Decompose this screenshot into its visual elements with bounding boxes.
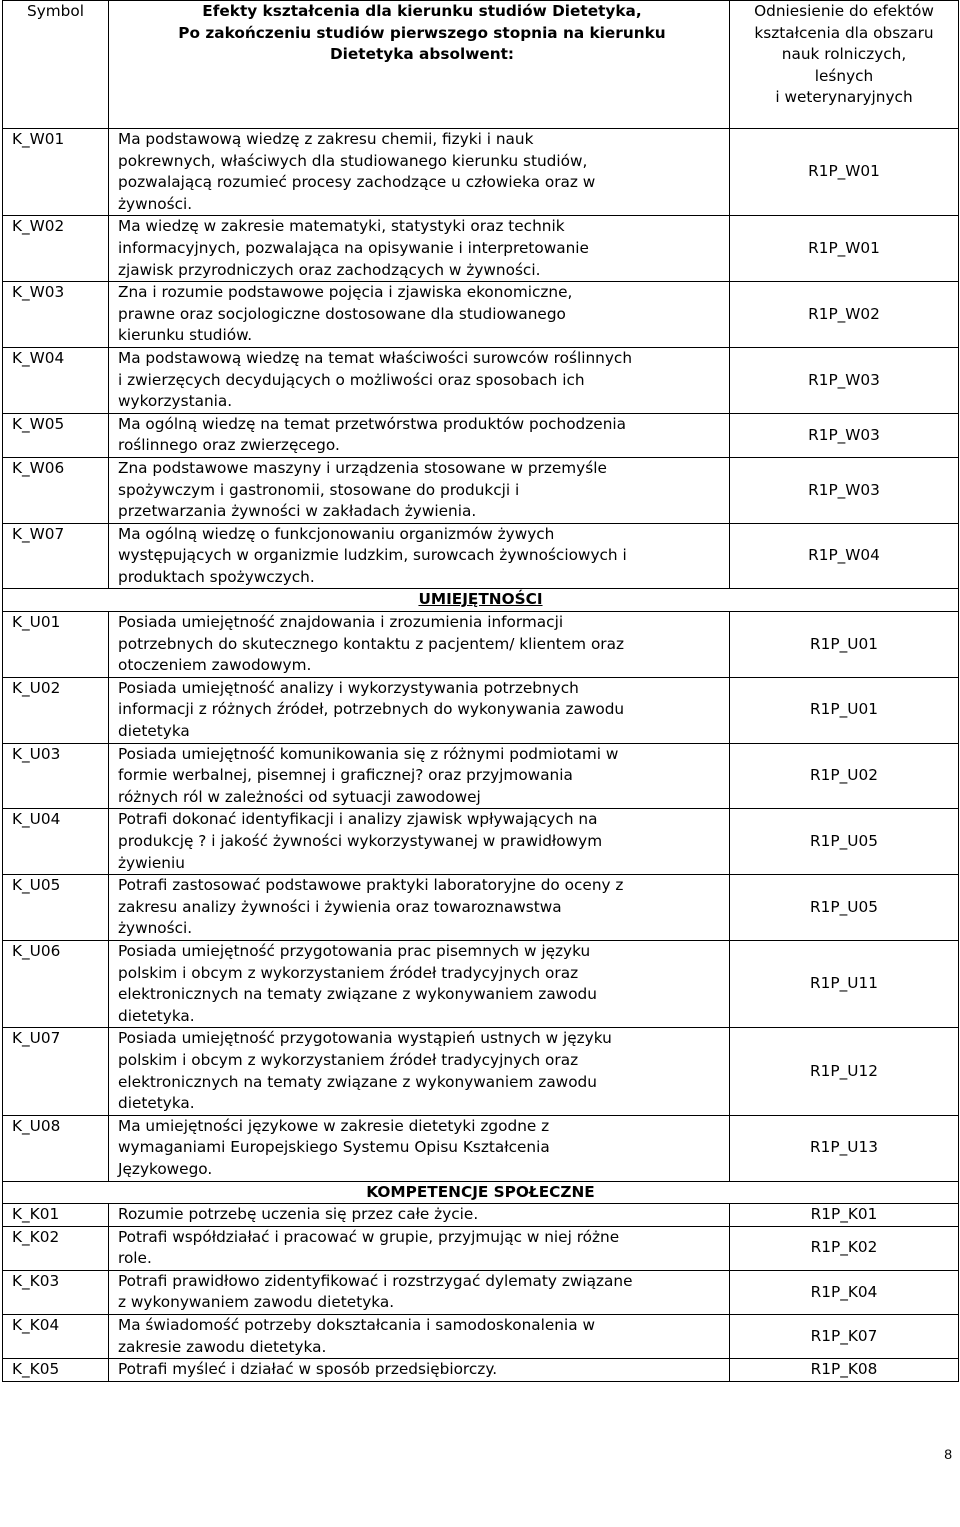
table-row: [3, 523, 959, 589]
table-row: [3, 413, 959, 457]
outcome-reference: R1P_W02: [730, 282, 959, 348]
outcome-symbol: K_K02: [3, 1226, 109, 1270]
outcome-description-line: polskim i obcym z wykorzystaniem źródeł tradycyjnych oraz: [118, 963, 579, 982]
outcome-description-line: Potrafi współdziałać i pracować w grupie, przyjmując w niej różne: [118, 1227, 620, 1246]
outcome-symbol: K_U02: [3, 677, 109, 743]
page-number: 8: [944, 1446, 952, 1462]
table-row: [3, 1315, 959, 1359]
outcome-description-line: Zna i rozumie podstawowe pojęcia i zjawiska ekonomiczne,: [118, 283, 573, 302]
outcome-description-line: zakresie zawodu dietetyka.: [118, 1337, 327, 1356]
outcome-description-line: żywności.: [118, 919, 193, 938]
section-heading-skills-row: [3, 589, 959, 612]
table-row: [3, 457, 959, 523]
outcome-description: [109, 1115, 730, 1181]
outcome-description-line: Potrafi myśleć i działać w sposób przedsiębiorczy.: [118, 1360, 498, 1379]
outcome-description-line: produktach spożywczych.: [118, 567, 315, 586]
outcome-reference: R1P_U05: [730, 809, 959, 875]
outcome-reference: R1P_W03: [730, 347, 959, 413]
outcome-description-line: Ma wiedzę w zakresie matematyki, statystyki oraz technik: [118, 217, 565, 236]
outcome-reference: R1P_W04: [730, 523, 959, 589]
outcome-description-line: z wykonywaniem zawodu dietetyka.: [118, 1293, 395, 1312]
outcome-description-line: żywieniu: [118, 853, 185, 872]
outcome-description-line: formie werbalnej, pisemnej i graficznej? oraz przyjmowania: [118, 766, 573, 785]
table-row: [3, 1204, 959, 1227]
table-row: [3, 129, 959, 216]
outcome-reference: R1P_U02: [730, 743, 959, 809]
outcome-reference: R1P_U11: [730, 940, 959, 1027]
outcome-symbol: K_K05: [3, 1359, 109, 1382]
outcome-symbol: K_K03: [3, 1270, 109, 1314]
outcome-reference: R1P_U01: [730, 677, 959, 743]
header-title: [109, 1, 730, 129]
outcome-description-line: dietetyka: [118, 722, 190, 741]
outcome-description: [109, 1028, 730, 1115]
header-title-line: Po zakończeniu studiów pierwszego stopnia na kierunku: [178, 23, 666, 42]
outcome-symbol: K_W05: [3, 413, 109, 457]
outcome-description-line: Ma podstawową wiedzę z zakresu chemii, fizyki i nauk: [118, 130, 534, 148]
outcome-description: [109, 809, 730, 875]
outcome-symbol: K_W06: [3, 457, 109, 523]
outcome-description-line: elektronicznych na tematy związane z wykonywaniem zawodu: [118, 1072, 597, 1091]
outcome-description-line: prawne oraz socjologiczne dostosowane dla studiowanego: [118, 304, 566, 323]
header-reference-line: Odniesienie do efektów: [754, 2, 934, 20]
table-header-row: [3, 1, 959, 129]
section-heading-competences-row: [3, 1181, 959, 1204]
outcome-description-line: roślinnego oraz zwierzęcego.: [118, 436, 340, 455]
table-row: [3, 1028, 959, 1115]
outcome-symbol: K_U01: [3, 612, 109, 678]
outcome-description: [109, 1270, 730, 1314]
outcome-description-line: Rozumie potrzebę uczenia się przez całe życie.: [118, 1205, 479, 1224]
outcome-description: [109, 743, 730, 809]
outcome-description-line: spożywczym i gastronomii, stosowane do produkcji i: [118, 480, 520, 499]
outcome-description-line: potrzebnych do skutecznego kontaktu z pacjentem/ klientem oraz: [118, 634, 624, 653]
outcome-reference: R1P_W03: [730, 457, 959, 523]
outcome-description-line: Ma ogólną wiedzę na temat przetwórstwa produktów pochodzenia: [118, 414, 627, 433]
outcome-description-line: Ma świadomość potrzeby dokształcania i samodoskonalenia w: [118, 1316, 595, 1335]
outcome-description-line: Ma ogólną wiedzę o funkcjonowaniu organizmów żywych: [118, 524, 555, 543]
outcome-description: [109, 875, 730, 941]
outcome-description-line: Ma podstawową wiedzę na temat właściwości surowców roślinnych: [118, 348, 633, 367]
outcome-description-line: Posiada umiejętność przygotowania prac pisemnych w języku: [118, 941, 591, 960]
outcome-description-line: Posiada umiejętność znajdowania i zrozumienia informacji: [118, 613, 564, 632]
outcome-description-line: otoczeniem zawodowym.: [118, 656, 312, 675]
outcome-symbol: K_U08: [3, 1115, 109, 1181]
outcome-description-line: elektronicznych na tematy związane z wykonywaniem zawodu: [118, 985, 597, 1004]
outcome-description-line: różnych ról w zależności od sytuacji zawodowej: [118, 787, 481, 806]
outcome-description-line: informacyjnych, pozwalająca na opisywanie i interpretowanie: [118, 238, 589, 257]
outcome-description-line: Potrafi zastosować podstawowe praktyki laboratoryjne do oceny z: [118, 876, 624, 895]
outcome-description: [109, 1226, 730, 1270]
outcome-reference: R1P_U05: [730, 875, 959, 941]
table-row: [3, 940, 959, 1027]
outcome-description-line: wykorzystania.: [118, 392, 233, 411]
outcome-description-line: zakresu analizy żywności i żywienia oraz towaroznawstwa: [118, 897, 562, 916]
outcome-symbol: K_U03: [3, 743, 109, 809]
table-row: [3, 347, 959, 413]
learning-outcomes-table: [2, 0, 959, 1382]
outcome-symbol: K_U07: [3, 1028, 109, 1115]
outcome-symbol: K_W01: [3, 129, 109, 216]
outcome-description: [109, 347, 730, 413]
outcome-description-line: Potrafi dokonać identyfikacji i analizy zjawisk wpływających na: [118, 810, 598, 829]
outcome-description: [109, 216, 730, 282]
outcome-symbol: K_K04: [3, 1315, 109, 1359]
outcome-symbol: K_W07: [3, 523, 109, 589]
table-row: [3, 282, 959, 348]
outcome-description: [109, 677, 730, 743]
outcome-description-line: zjawisk przyrodniczych oraz zachodzących w żywności.: [118, 260, 541, 279]
outcome-description-line: informacji z różnych źródeł, potrzebnych do wykonywania zawodu: [118, 700, 625, 719]
outcome-description-line: Ma umiejętności językowe w zakresie dietetyki zgodne z: [118, 1116, 550, 1135]
outcome-description-line: Językowego.: [118, 1159, 213, 1178]
table-row: [3, 1115, 959, 1181]
outcome-description-line: dietetyka.: [118, 1094, 195, 1113]
outcome-symbol: K_U06: [3, 940, 109, 1027]
outcome-description-line: kierunku studiów.: [118, 326, 253, 345]
outcome-reference: R1P_K08: [730, 1359, 959, 1382]
outcome-description-line: występujących w organizmie ludzkim, surowcach żywnościowych i: [118, 546, 627, 565]
outcome-description-line: pozwalającą rozumieć procesy zachodzące u człowieka oraz w: [118, 173, 596, 192]
outcome-description: [109, 1315, 730, 1359]
outcome-symbol: K_W04: [3, 347, 109, 413]
outcome-symbol: K_W03: [3, 282, 109, 348]
outcome-description-line: Potrafi prawidłowo zidentyfikować i rozstrzygać dylematy związane: [118, 1271, 633, 1290]
section-heading-skills: UMIEJĘTNOŚCI: [3, 589, 959, 612]
header-title-line: Dietetyka absolwent:: [329, 45, 515, 64]
outcome-description-line: polskim i obcym z wykorzystaniem źródeł tradycyjnych oraz: [118, 1050, 579, 1069]
outcome-reference: R1P_U13: [730, 1115, 959, 1181]
outcome-description: [109, 523, 730, 589]
outcome-description-line: pokrewnych, właściwych dla studiowanego kierunku studiów,: [118, 151, 588, 170]
table-row: [3, 612, 959, 678]
outcome-symbol: K_W02: [3, 216, 109, 282]
outcome-reference: R1P_U12: [730, 1028, 959, 1115]
outcome-symbol: K_U05: [3, 875, 109, 941]
outcome-description: [109, 413, 730, 457]
outcome-reference: R1P_K01: [730, 1204, 959, 1227]
table-row: [3, 1270, 959, 1314]
outcome-reference: R1P_W01: [730, 129, 959, 216]
outcome-description: [109, 282, 730, 348]
header-title-line: Efekty kształcenia dla kierunku studiów Dietetyka,: [202, 2, 642, 20]
outcome-description: [109, 1359, 730, 1382]
outcome-reference: R1P_K07: [730, 1315, 959, 1359]
table-row: [3, 1359, 959, 1382]
outcome-description-line: Zna podstawowe maszyny i urządzenia stosowane w przemyśle: [118, 458, 607, 477]
table-row: [3, 677, 959, 743]
outcome-description-line: wymaganiami Europejskiego Systemu Opisu Kształcenia: [118, 1138, 550, 1157]
outcome-reference: R1P_W03: [730, 413, 959, 457]
header-symbol: Symbol: [3, 1, 109, 129]
outcome-description-line: produkcję ? i jakość żywności wykorzystywanej w prawidłowym: [118, 832, 603, 850]
outcome-description: [109, 129, 730, 216]
header-reference: [730, 1, 959, 129]
section-heading-competences: KOMPETENCJE SPOŁECZNE: [3, 1181, 959, 1204]
header-reference-line: leśnych: [814, 66, 874, 85]
outcome-description: [109, 457, 730, 523]
outcome-reference: R1P_W01: [730, 216, 959, 282]
outcome-description-line: dietetyka.: [118, 1006, 195, 1025]
outcome-description-line: Posiada umiejętność analizy i wykorzystywania potrzebnych: [118, 678, 579, 697]
outcome-symbol: K_K01: [3, 1204, 109, 1227]
table-row: [3, 743, 959, 809]
outcome-symbol: K_U04: [3, 809, 109, 875]
table-row: [3, 1226, 959, 1270]
header-reference-line: nauk rolniczych,: [781, 45, 907, 64]
outcome-reference: R1P_K02: [730, 1226, 959, 1270]
header-reference-line: kształcenia dla obszaru: [754, 23, 934, 42]
outcome-description-line: Posiada umiejętność komunikowania się z różnymi podmiotami w: [118, 744, 619, 763]
outcome-description-line: Posiada umiejętność przygotowania wystąpień ustnych w języku: [118, 1029, 612, 1048]
header-reference-line: i weterynaryjnych: [775, 88, 913, 107]
outcome-description: [109, 612, 730, 678]
outcome-reference: R1P_K04: [730, 1270, 959, 1314]
table-row: [3, 875, 959, 941]
outcome-description-line: przetwarzania żywności w zakładach żywienia.: [118, 502, 477, 521]
outcome-description: [109, 940, 730, 1027]
outcome-description-line: żywności.: [118, 194, 193, 213]
outcome-description: [109, 1204, 730, 1227]
outcome-description-line: i zwierzęcych decydujących o możliwości oraz sposobach ich: [118, 370, 585, 389]
table-row: [3, 216, 959, 282]
table-row: [3, 809, 959, 875]
outcome-reference: R1P_U01: [730, 612, 959, 678]
outcome-description-line: role.: [118, 1249, 152, 1268]
